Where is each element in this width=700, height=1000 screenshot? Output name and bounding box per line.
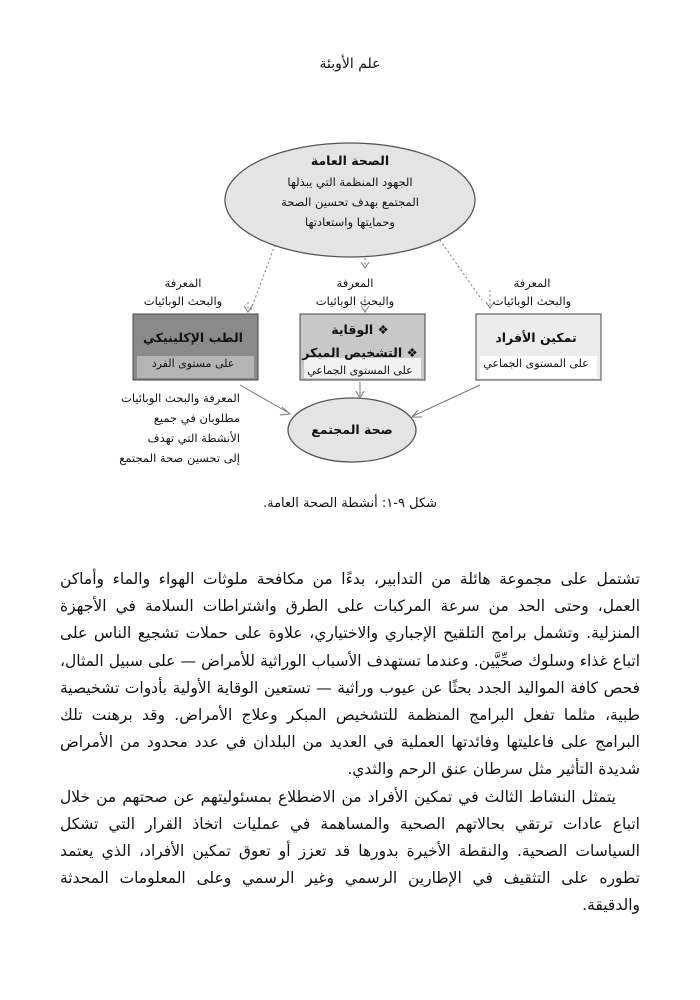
arrow-clinical-to-community xyxy=(240,385,289,413)
arrow-label-left: المعرفة والبحث الوبائيات xyxy=(143,276,223,308)
arrow-label-right: المعرفة والبحث الوبائيات xyxy=(492,276,572,308)
community-health-label: صحة المجتمع xyxy=(311,422,393,437)
public-health-desc-line: الجهود المنظمة التي يبذلها xyxy=(287,175,413,189)
arrow-label-mid: المعرفة والبحث الوبائيات xyxy=(315,276,395,308)
running-header: علم الأوبئة xyxy=(319,56,381,72)
side-note: المعرفة والبحث الوبائيات مطلوبان في جميع الأنشطة التي تهدف إلى تحسين صحة المجتمع xyxy=(119,391,240,465)
box-clinical-title: الطب الإكلينيكي xyxy=(143,330,243,345)
body-text xyxy=(60,566,640,920)
public-health-text xyxy=(250,150,450,232)
public-health-desc-line: المجتمع بهدف تحسين الصحة xyxy=(281,195,419,209)
box-clinical-sub: على مستوى الفرد xyxy=(151,357,235,370)
dotted-arrow-left xyxy=(250,245,275,312)
public-health-desc-line: وحمايتها واستعادتها xyxy=(305,215,395,229)
box-empower-sub: على المستوى الجماعي xyxy=(483,357,589,370)
figure-caption: شكل ٩-١: أنشطة الصحة العامة. xyxy=(262,496,438,511)
dotted-arrow-right-a xyxy=(440,240,482,300)
arrow-empower-to-community xyxy=(413,385,480,416)
box-prevention-item: ❖ التشخيص المبكر xyxy=(302,345,418,360)
box-prevention-text xyxy=(300,316,420,380)
box-clinical-text xyxy=(133,316,253,373)
box-prevention-sub: على المستوى الجماعي xyxy=(307,364,413,377)
paragraph: تشتمل على مجموعة هائلة من التدابير، بدءًا من مكافحة ملوثات الهواء والماء وأماكن العمل، وحتى الحد من سرعة المركبات على الطرق واشتراطات السلامة في الأجهزة المنزلية. وتشمل برامج التلقيح الإجباري والاختياري، علاوة على حملات تشجيع الناس على اتباع غذاء وسلوك صحِّيَّين. وعندما تستهدف الأسباب الوراثية للأمراض — على سبيل المثال، فحص كافة المواليد الجدد بحثًا عن عيوب وراثية — تستعين الوقاية الأولية بأدوات تشخيصية طبية، مثلما تفعل البرامج المنظمة للتشخيص المبكر وعلاج الأمراض. وقد برهنت تلك البرامج على فاعليتها وفائدتها العملية في العديد من البلدان في عدد محدود من الأمراض شديدة التأثير مثل سرطان عنق الرحم والثدي. xyxy=(60,570,640,779)
box-prevention-item: ❖ الوقاية xyxy=(331,322,389,337)
paragraph: يتمثل النشاط الثالث في تمكين الأفراد من الاضطلاع بمسئوليتهم عن صحتهم من خلال اتباع عادات ترتقي بحالاتهم الصحية والمساهمة في عمليات اتخاذ القرار التي تشكل السياسات الصحية. والنقطة الأخيرة بدورها قد تعزز أو تعوق تمكين الأفراد، الذي يعتمد تطوره على التثقيف في الإطارين الرسمي وغير الرسمي وعلى المعلومات المحدثة والدقيقة. xyxy=(60,787,640,915)
box-empower-text xyxy=(476,316,596,373)
public-health-title: الصحة العامة xyxy=(310,153,390,168)
box-empower-title: تمكين الأفراد xyxy=(495,330,577,345)
